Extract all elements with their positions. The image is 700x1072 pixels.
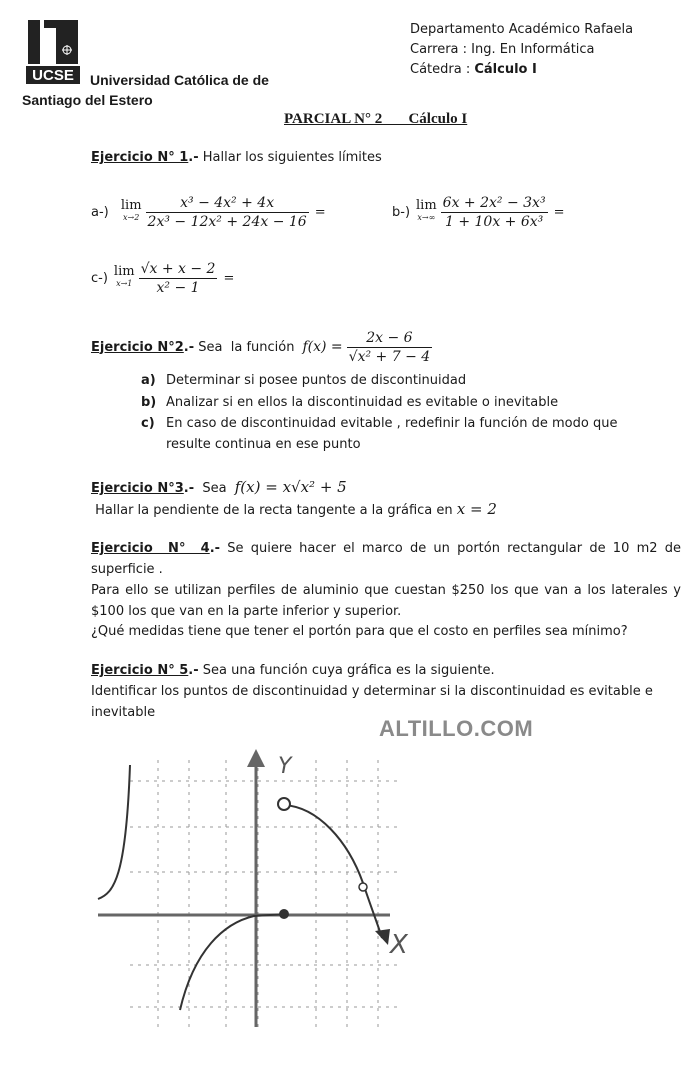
open-point-top <box>278 798 290 810</box>
ex1-b-lim-sub: x→∞ <box>417 213 436 222</box>
function-graph <box>90 745 420 1035</box>
ex2-item-b <box>141 392 558 413</box>
ex2-fraction <box>347 330 433 365</box>
ex1-a-limit <box>121 200 142 224</box>
ex1-c-numerator: √x + x − 2 <box>140 260 216 277</box>
curve-center <box>180 914 286 1010</box>
curve-end-arrow-icon <box>375 929 390 945</box>
ex2-text: Sea la función <box>194 339 295 355</box>
ex2-item-a <box>141 370 466 391</box>
ex2-numerator: 2x − 6 <box>347 330 433 348</box>
department-block <box>410 20 633 80</box>
ex4-paragraph3: ¿Qué medidas tiene que tener el portón para que el costo en perfiles sea mínimo? <box>91 624 628 639</box>
ex1-text: Hallar los siguientes límites <box>198 150 382 165</box>
ex1-b-limit <box>416 200 437 224</box>
curve-left-upper <box>98 765 130 899</box>
ex2-item-c-text: En caso de discontinuidad evitable , redefinir la función de modo que <box>166 416 618 431</box>
ex2-item-b-mark: b) <box>141 395 157 410</box>
chair-value: Cálculo I <box>474 62 537 77</box>
graph-grid <box>130 760 400 1030</box>
ex1-a-lim-sub: x→2 <box>123 213 140 222</box>
ex2-heading <box>91 325 432 369</box>
ex1-a-fraction <box>146 195 309 230</box>
ex1-c-denominator: x² − 1 <box>156 279 200 296</box>
ex2-item-c-mark: c) <box>141 416 155 431</box>
ex4-paragraph2: Para ello se utilizan perfiles de aluminio que cuestan $250 los que van a los laterales y $100 los que van en la parte inferior y superior. <box>91 583 681 619</box>
ex4-paragraph1 <box>91 538 681 580</box>
ex3-fx: f(x) = x√x² + 5 <box>234 478 347 496</box>
y-axis-label: Y <box>278 754 292 779</box>
ex1-item-a <box>91 190 326 234</box>
ex1-c-lim-word: lim <box>113 264 135 279</box>
ex3-line2 <box>91 500 497 518</box>
ex4-title-suffix: .- <box>209 541 221 556</box>
ex2-denominator: √x² + 7 − 4 <box>348 348 431 365</box>
ex3-title: Ejercicio N°3 <box>91 481 184 496</box>
university-name-line1: Universidad Católica de de <box>90 72 269 88</box>
chair-label: Cátedra : <box>410 62 471 77</box>
ex2-item-b-text: Analizar si en ellos la discontinuidad es evitable o inevitable <box>166 395 559 410</box>
open-point-right <box>359 883 367 891</box>
ex3-text: Sea <box>194 481 227 496</box>
ex4-text: Se quiere hacer el marco de un portón rectangular de 10 m2 de superficie . <box>91 541 681 577</box>
ex2-item-c-line2: resulte continua en ese punto <box>166 437 361 452</box>
exam-title: PARCIAL N° 2 Cálculo I <box>284 111 468 127</box>
ex5-text: Sea una función cuya gráfica es la siguiente. <box>198 663 495 678</box>
ex1-heading <box>91 150 382 165</box>
ex1-b-label: b-) <box>392 204 411 220</box>
ex1-a-equals: = <box>314 204 326 220</box>
ex2-title: Ejercicio N°2 <box>91 339 184 355</box>
ex1-c-label: c-) <box>91 270 108 286</box>
closed-point <box>279 909 289 919</box>
chair-line <box>410 60 633 80</box>
ex1-b-denominator: 1 + 10x + 6x³ <box>444 213 544 230</box>
ex1-a-lim-word: lim <box>120 198 142 213</box>
ex1-title-suffix: .- <box>188 150 199 165</box>
ex1-a-denominator: 2x³ − 12x² + 24x − 16 <box>147 213 307 230</box>
y-axis-arrow-icon <box>247 749 265 767</box>
ex5-title-suffix: .- <box>188 663 199 678</box>
ex1-b-numerator: 6x + 2x² − 3x³ <box>442 194 546 211</box>
ex5-paragraph2: Identificar los puntos de discontinuidad y determinar si la discontinuidad es evitable e inevitable <box>91 684 653 720</box>
ex1-b-equals: = <box>553 204 565 220</box>
university-logo <box>26 20 82 86</box>
ex5-paragraph1 <box>91 660 681 681</box>
ex2-item-a-text: Determinar si posee puntos de discontinuidad <box>166 373 467 388</box>
ex1-c-equals: = <box>223 270 235 286</box>
ex1-c-limit <box>114 266 135 290</box>
ex3-line2-math: x = 2 <box>456 500 497 518</box>
ex3-line2-text: Hallar la pendiente de la recta tangente a la gráfica en <box>91 503 453 518</box>
ex1-c-fraction <box>139 261 218 296</box>
ex2-title-suffix: .- <box>183 339 195 355</box>
x-axis-label: X <box>390 930 408 960</box>
ex1-a-numerator: x³ − 4x² + 4x <box>146 195 309 213</box>
ex5-title: Ejercicio N° 5 <box>91 663 189 678</box>
ex2-item-c <box>141 413 617 434</box>
ex1-b-fraction <box>441 195 548 230</box>
career-name: Carrera : Ing. En Informática <box>410 42 595 57</box>
ex1-title: Ejercicio N° 1 <box>91 150 189 165</box>
ex3-heading <box>91 478 347 496</box>
ex4-title: Ejercicio N° 4 <box>91 541 210 556</box>
ex1-c-lim-sub: x→1 <box>116 279 133 288</box>
ex1-item-b <box>392 190 564 234</box>
ex1-a-label: a-) <box>91 204 109 220</box>
ex1-b-lim-word: lim <box>416 198 437 213</box>
ex2-item-a-mark: a) <box>141 373 156 388</box>
department-name: Departamento Académico Rafaela <box>410 22 634 37</box>
watermark: ALTILLO.COM <box>379 716 534 741</box>
ex3-title-suffix: .- <box>183 481 195 496</box>
ex2-fx: f(x) = <box>302 339 343 355</box>
logo-text: UCSE <box>32 67 74 84</box>
university-name-line2: Santiago del Estero <box>22 92 153 108</box>
ex1-item-c <box>91 256 234 300</box>
